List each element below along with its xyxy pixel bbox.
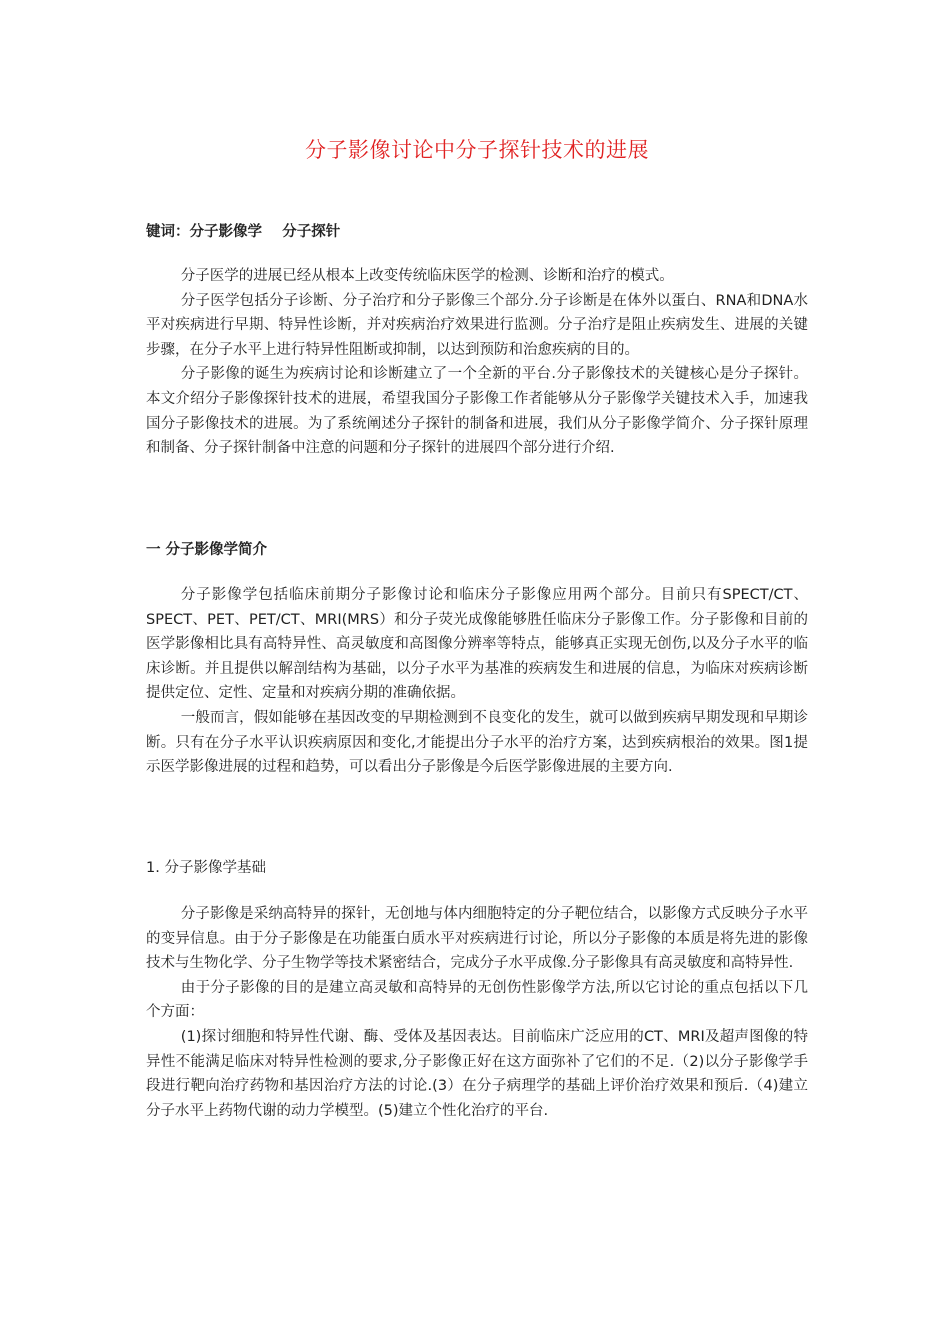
document-title: 分子影像讨论中分子探针技术的进展 — [305, 138, 649, 163]
section-paragraph: 分子影像学包括临床前期分子影像讨论和临床分子影像应用两个部分。目前只有SPECT/CT、SPECT、PET、PET/CT、MRI(MRS）和分子荧光成像能够胜任临床分子影像工作。分子影像和目前的医学影像相比具有高特异性、高灵敏度和高图像分辨率等特点，能够真正实现无创伤,以及分子水平的临床诊断。并且提供以解剖结构为基础，以分子水平为基准的疾病发生和进展的信息，为临床对疾病诊断提供定位、定性、定量和对疾病分期的准确依据。 — [146, 587, 808, 702]
section-heading: 一 分子影像学简介 — [146, 542, 268, 558]
intro-paragraph: 分子医学的进展已经从根本上改变传统临床医学的检测、诊断和治疗的模式。 — [180, 268, 674, 284]
intro-section — [146, 264, 808, 461]
keywords-line: 键词：分子影像学 分子探针 — [146, 224, 341, 240]
section-1-body — [146, 583, 808, 780]
subsection-heading: 1. 分子影像学基础 — [146, 860, 266, 876]
intro-paragraph: 分子医学包括分子诊断、分子治疗和分子影像三个部分.分子诊断是在体外以蛋白、RNA和DNA水平对疾病进行早期、特异性诊断，并对疾病治疗效果进行监测。分子治疗是阻止疾病发生、进展的关键步骤，在分子水平上进行特异性阻断或抑制，以达到预防和治愈疾病的目的。 — [146, 292, 808, 358]
subsection-paragraph: 由于分子影像的目的是建立高灵敏和高特异的无创伤性影像学方法,所以它讨论的重点包括以下几个方面： — [146, 979, 808, 1021]
intro-paragraph: 分子影像的诞生为疾病讨论和诊断建立了一个全新的平台.分子影像技术的关键核心是分子探针。本文介绍分子影像探针技术的进展，希望我国分子影像工作者能够从分子影像学关键技术入手，加速我国分子影像技术的进展。为了系统阐述分子探针的制备和进展，我们从分子影像学简介、分子探针原理和制备、分子探针制备中注意的问题和分子探针的进展四个部分进行介绍. — [146, 366, 808, 457]
document-page — [146, 0, 808, 1344]
subsection-paragraph: 分子影像是采纳高特异的探针，无创地与体内细胞特定的分子靶位结合，以影像方式反映分子水平的变异信息。由于分子影像是在功能蛋白质水平对疾病进行讨论，所以分子影像的本质是将先进的影像技术与生物化学、分子生物学等技术紧密结合，完成分子水平成像.分子影像具有高灵敏度和高特异性. — [146, 906, 808, 972]
section-paragraph: 一般而言，假如能够在基因改变的早期检测到不良变化的发生，就可以做到疾病早期发现和早期诊断。只有在分子水平认识疾病原因和变化,才能提出分子水平的治疗方案，达到疾病根治的效果。图1提示医学影像进展的过程和趋势，可以看出分子影像是今后医学影像进展的主要方向. — [146, 709, 808, 776]
subsection-1-body — [146, 902, 808, 1123]
subsection-paragraph: (1)探讨细胞和特异性代谢、酶、受体及基因表达。目前临床广泛应用的CT、MRI及超声图像的特异性不能满足临床对特异性检测的要求,分子影像正好在这方面弥补了它们的不足.（2)以分子影像学手段进行靶向治疗药物和基因治疗方法的讨论.(3）在分子病理学的基础上评价治疗效果和预后.（4)建立分子水平上药物代谢的动力学模型。(5)建立个性化治疗的平台. — [146, 1028, 808, 1119]
